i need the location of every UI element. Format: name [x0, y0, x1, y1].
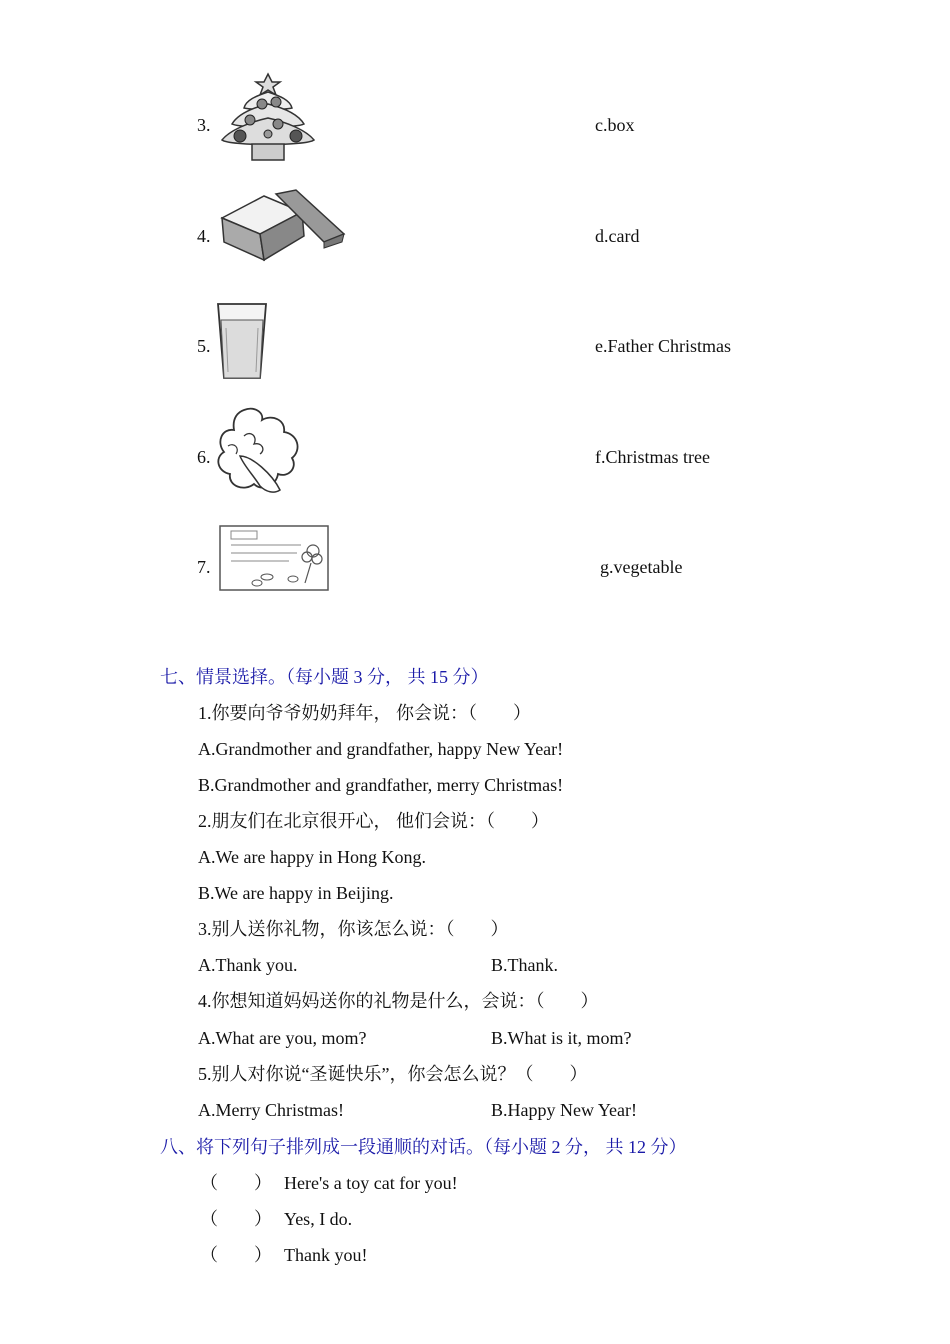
match-word: d.card: [595, 226, 640, 246]
question-3: 3.别人送你礼物，你该怎么说：（ ）: [198, 919, 509, 939]
question-2: 2.朋友们在北京很开心， 他们会说：（ ）: [198, 811, 549, 831]
item-number: 3.: [197, 115, 211, 135]
answer-blank: （ ）: [200, 1245, 272, 1265]
question-4: 4.你想知道妈妈送你的礼物是什么，会说：（ ）: [198, 991, 599, 1011]
match-word: f.Christmas tree: [595, 447, 710, 467]
item-number: 5.: [197, 336, 211, 356]
card-icon: [219, 525, 331, 595]
dialogue-line: Thank you!: [284, 1245, 368, 1265]
option-a: A.Merry Christmas!: [198, 1100, 344, 1120]
option-a: A.Thank you.: [198, 955, 298, 975]
match-word: g.vegetable: [600, 557, 683, 577]
option-a: A.We are happy in Hong Kong.: [198, 847, 426, 867]
item-number: 7.: [197, 557, 211, 577]
answer-blank: （ ）: [200, 1209, 272, 1229]
answer-blank: （ ）: [200, 1173, 272, 1193]
box-icon: [220, 190, 346, 262]
vegetable-icon: [214, 406, 304, 494]
christmas-tree-icon: [216, 74, 316, 166]
option-b: B.Thank.: [491, 955, 558, 975]
option-a: A.What are you, mom?: [198, 1028, 367, 1048]
option-b: B.Happy New Year!: [491, 1100, 637, 1120]
question-5: 5.别人对你说“圣诞快乐”，你会怎么说？（ ）: [198, 1064, 588, 1084]
item-number: 6.: [197, 447, 211, 467]
section-7-heading: 七、情景选择。（每小题 3 分， 共 15 分）: [160, 667, 489, 687]
option-b: B.Grandmother and grandfather, merry Christmas!: [198, 775, 564, 795]
section-8-heading: 八、将下列句子排列成一段通顺的对话。（每小题 2 分， 共 12 分）: [160, 1137, 687, 1157]
match-word: e.Father Christmas: [595, 336, 731, 356]
item-number: 4.: [197, 226, 211, 246]
match-word: c.box: [595, 115, 635, 135]
glass-icon: [216, 300, 270, 382]
dialogue-line: Yes, I do.: [284, 1209, 353, 1229]
dialogue-line: Here's a toy cat for you!: [284, 1173, 458, 1193]
question-1: 1.你要向爷爷奶奶拜年， 你会说：（ ）: [198, 703, 531, 723]
option-b: B.What is it, mom?: [491, 1028, 632, 1048]
option-a: A.Grandmother and grandfather, happy New Year!: [198, 739, 564, 759]
option-b: B.We are happy in Beijing.: [198, 883, 394, 903]
